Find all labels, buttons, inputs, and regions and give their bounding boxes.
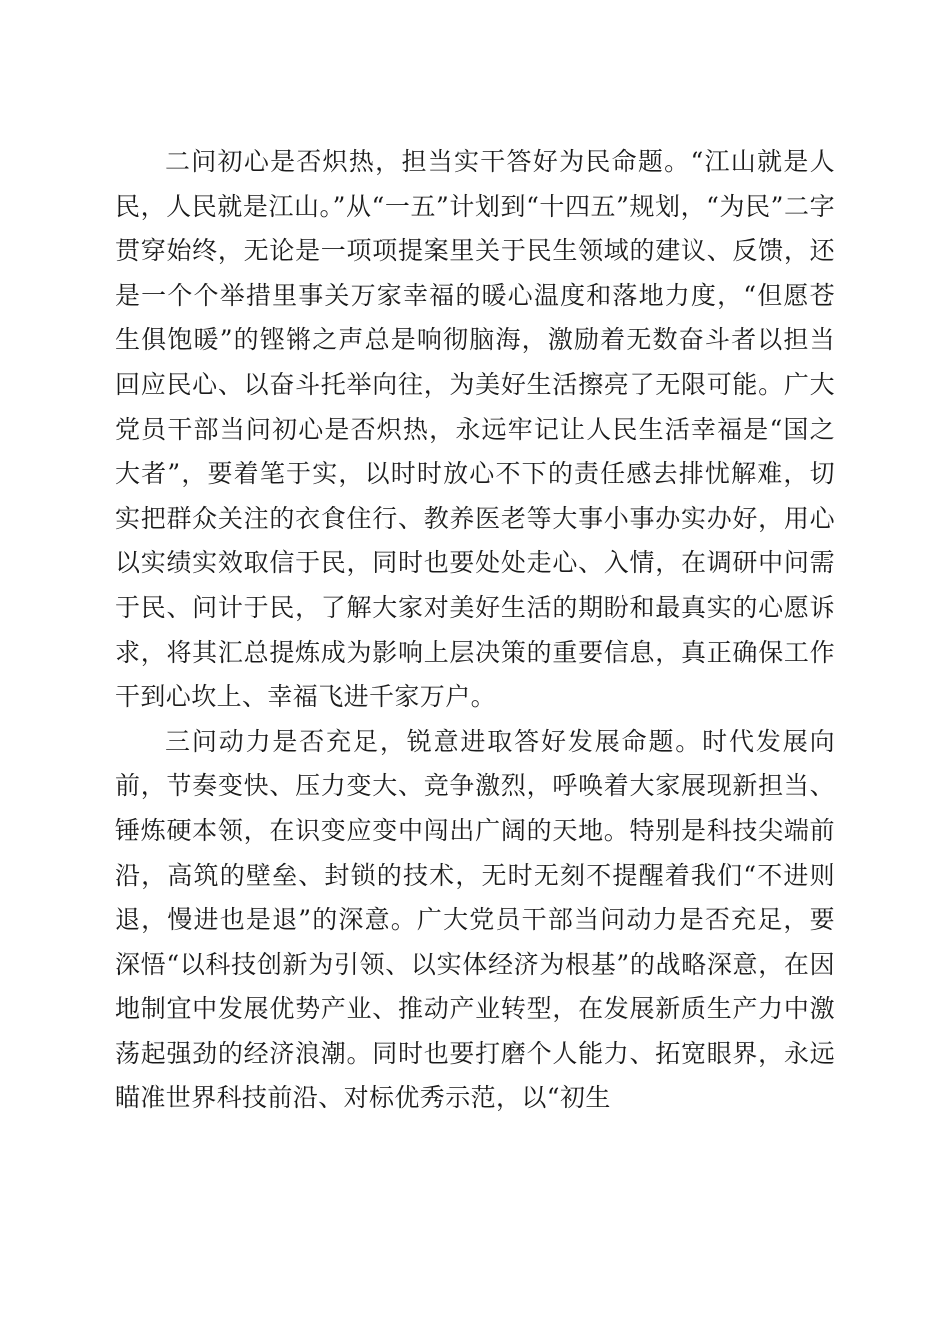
paragraph-initial-intent: 二问初心是否炽热，担当实干答好为民命题。“江山就是人民，人民就是江山。”从“一五”计划到“十四五”规划，“为民”二字贯穿始终，无论是一项项提案里关于民生领域的建议、反馈，还是一个个举措里事关万家幸福的暖心温度和落地力度，“但愿苍生俱饱暖”的铿锵之声总是响彻脑海，激励着无数奋斗者以担当回应民心、以奋斗托举向往，为美好生活擦亮了无限可能。广大党员干部当问初心是否炽热，永远牢记让人民生活幸福是“国之大者”，要着笔于实，以时时放心不下的责任感去排忧解难，切实把群众关注的衣食住行、教养医老等大事小事办实办好，用心以实绩实效取信于民，同时也要处处走心、入情，在调研中问需于民、问计于民，了解大家对美好生活的期盼和最真实的心愿诉求，将其汇总提炼成为影响上层决策的重要信息，真正确保工作干到心坎上、幸福飞进千家万户。	[115, 147, 835, 712]
paragraph-motivation: 三问动力是否充足，锐意进取答好发展命题。时代发展向前，节奏变快、压力变大、竞争激烈，呼唤着大家展现新担当、锤炼硬本领，在识变应变中闯出广阔的天地。特别是科技尖端前沿，高筑的壁垒、封锁的技术，无时无刻不提醒着我们“不进则退，慢进也是退”的深意。广大党员干部当问动力是否充足，要深悟“以科技创新为引领、以实体经济为根基”的战略深意，在因地制宜中发展优势产业、推动产业转型，在发展新质生产力中激荡起强劲的经济浪潮。同时也要打磨个人能力、拓宽眼界，永远瞄准世界科技前沿、对标优秀示范，以“初生	[115, 726, 835, 1113]
document-body	[115, 140, 835, 1121]
